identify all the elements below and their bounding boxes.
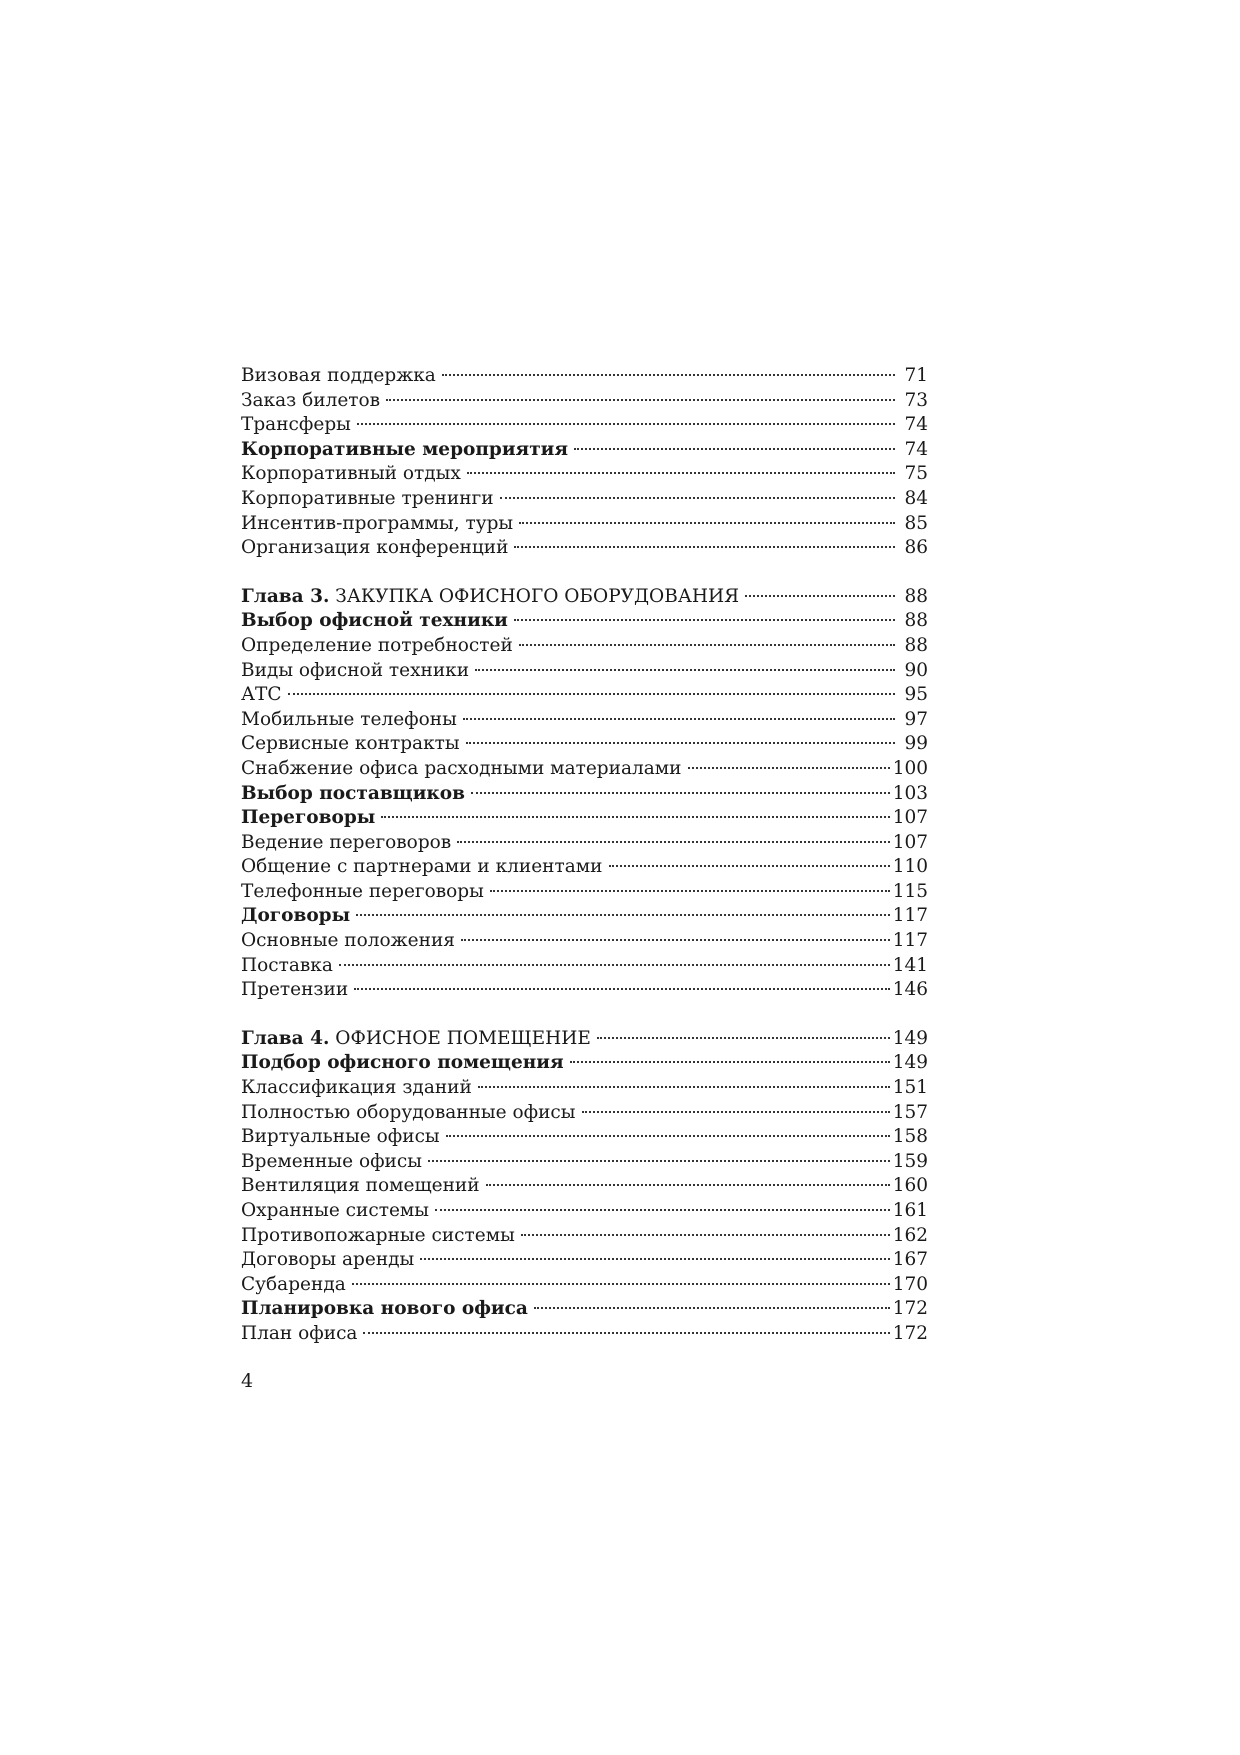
toc-entry[interactable] [241, 683, 928, 708]
toc-entry[interactable] [241, 512, 928, 537]
toc-entry-title [241, 364, 436, 389]
toc-entry-page: 107 [892, 807, 928, 829]
toc-entry[interactable] [241, 1248, 928, 1273]
toc-entry[interactable] [241, 1273, 928, 1298]
toc-entry-page: 115 [892, 880, 928, 902]
toc-entry-text: Претензии [241, 979, 349, 1001]
toc-entry-text: Вентиляция помещений [241, 1175, 480, 1197]
toc-entry-title [241, 585, 739, 610]
toc-entry-title [241, 1027, 591, 1052]
toc-entry-title [241, 1051, 564, 1076]
toc-entry[interactable] [241, 487, 928, 512]
toc-entry-page: 172 [892, 1298, 928, 1320]
toc-entry[interactable] [241, 634, 928, 659]
toc-entry-page: 159 [892, 1150, 928, 1172]
toc-entry-title [241, 782, 465, 807]
toc-entry-title [241, 536, 508, 561]
toc-entry-page: 74 [904, 438, 928, 460]
dot-leader [609, 865, 890, 867]
toc-entry-text: Сервисные контракты [241, 733, 460, 755]
toc-entry-text: Переговоры [241, 807, 376, 829]
toc-entry-page: 162 [892, 1224, 928, 1246]
dot-leader [514, 546, 895, 548]
toc-entry-text: Визовая поддержка [241, 365, 436, 386]
toc-entry[interactable] [241, 1224, 928, 1249]
toc-entry-page: 170 [892, 1273, 928, 1295]
dot-leader [486, 1184, 890, 1186]
toc-entry-title [241, 1101, 576, 1126]
toc-entry-text: План офиса [241, 1322, 358, 1344]
toc-entry-page: 167 [892, 1249, 928, 1271]
toc-entry-text: Поставка [241, 954, 333, 976]
toc-entry[interactable] [241, 1125, 928, 1150]
toc-entry-text: Выбор поставщиков [241, 782, 465, 804]
dot-leader [435, 1209, 890, 1211]
toc-entry-title [241, 609, 508, 634]
toc-entry-text: Договоры аренды [241, 1249, 415, 1271]
toc-entry-text: Телефонные переговоры [241, 880, 484, 902]
toc-entry-title [241, 1076, 472, 1101]
toc-entry-text: Противопожарные системы [241, 1224, 515, 1246]
toc-entry-page: 160 [892, 1175, 928, 1197]
dot-leader [381, 816, 889, 818]
toc-entry-page: 74 [904, 414, 928, 436]
toc-entry[interactable] [241, 1199, 928, 1224]
toc-entry-page: 110 [892, 856, 928, 878]
toc-section [241, 585, 928, 1003]
dot-leader [597, 1037, 890, 1039]
toc-entry-title [241, 438, 568, 463]
toc-entry[interactable] [241, 659, 928, 684]
toc-entry-page: 146 [892, 979, 928, 1001]
toc-entry-text: Определение потребностей [241, 634, 513, 656]
toc-entry-text: Заказ билетов [241, 389, 381, 411]
toc-entry-text: Корпоративные мероприятия [241, 438, 569, 460]
toc-entry[interactable] [241, 978, 928, 1003]
dot-leader [478, 1086, 890, 1088]
toc-entry-text: ОФИСНОЕ ПОМЕЩЕНИЕ [335, 1027, 591, 1049]
dot-leader [357, 423, 895, 425]
toc-entry-title [241, 1224, 515, 1249]
toc-entry-text: Ведение переговоров [241, 831, 452, 853]
toc-entry-page: 161 [892, 1200, 928, 1221]
dot-leader [363, 1332, 889, 1334]
toc-entry[interactable] [241, 364, 928, 389]
dot-leader [745, 595, 895, 597]
toc-entry-page: 157 [892, 1101, 928, 1123]
toc-entry-text: Общение с партнерами и клиентами [241, 856, 603, 878]
toc-entry-page: 73 [904, 389, 928, 411]
toc-entry[interactable] [241, 954, 928, 979]
dot-leader [574, 448, 895, 450]
dot-leader [461, 939, 890, 941]
toc-entry-title [241, 512, 513, 537]
toc-entry-page: 149 [892, 1052, 928, 1074]
dot-leader [514, 619, 895, 621]
toc-entry-text: Снабжение офиса расходными материалами [241, 757, 682, 779]
toc-entry-page: 97 [904, 708, 928, 730]
toc-section [241, 1027, 928, 1347]
toc-entry-title [241, 487, 494, 512]
toc-entry-page: 117 [892, 930, 928, 952]
dot-leader [356, 914, 890, 916]
dot-leader [288, 693, 895, 695]
toc-entry-text: ЗАКУПКА ОФИСНОГО ОБОРУДОВАНИЯ [335, 585, 740, 607]
toc-entry-title [241, 929, 455, 954]
toc-entry-title [241, 1273, 346, 1298]
toc-entry-page: 84 [904, 487, 928, 509]
toc-entry-text: АТС [241, 684, 282, 706]
toc-entry-title [241, 659, 469, 684]
dot-leader [352, 1283, 890, 1285]
toc-entry[interactable] [241, 708, 928, 733]
toc-section-entry[interactable] [241, 438, 928, 463]
dot-leader [471, 792, 890, 794]
dot-leader [519, 522, 895, 524]
toc-entry-title [241, 1174, 480, 1199]
toc-entry-title [241, 462, 461, 487]
dot-leader [521, 1234, 890, 1236]
toc-entry-title [241, 757, 682, 782]
toc-entry-title [241, 880, 484, 905]
dot-leader [466, 742, 895, 744]
toc-entry-page: 90 [904, 659, 928, 681]
dot-leader [570, 1061, 890, 1063]
toc-entry[interactable] [241, 757, 928, 782]
toc-entry[interactable] [241, 536, 928, 561]
toc-entry-text: Выбор офисной техники [241, 610, 508, 632]
chapter-label: Глава 4. [241, 1027, 330, 1049]
chapter-label: Глава 3. [241, 585, 330, 607]
toc-entry-title [241, 683, 282, 708]
toc-entry-text: Подбор офисного помещения [241, 1052, 564, 1074]
toc-entry-title [241, 855, 603, 880]
toc-entry[interactable] [241, 880, 928, 905]
toc-entry[interactable] [241, 413, 928, 438]
toc-entry-title [241, 1322, 357, 1347]
toc-entry-title [241, 389, 380, 414]
dot-leader [446, 1135, 890, 1137]
toc-entry-page: 100 [892, 757, 928, 779]
toc-chapter-entry[interactable] [241, 585, 928, 610]
toc-entry-text: Корпоративные тренинги [241, 487, 494, 509]
toc-entry-page: 151 [892, 1077, 928, 1099]
toc-entry-text: Охранные системы [241, 1200, 430, 1221]
toc-entry-title [241, 708, 457, 733]
dot-leader [519, 644, 895, 646]
toc-section-entry[interactable] [241, 609, 928, 634]
toc-entry-title [241, 978, 348, 1003]
toc-section [241, 364, 928, 561]
toc-entry-text: Классификация зданий [241, 1077, 472, 1099]
toc-entry-page: 103 [892, 782, 928, 804]
toc-entry[interactable] [241, 1076, 928, 1101]
dot-leader [688, 767, 890, 769]
toc-entry-page: 99 [904, 733, 928, 755]
toc-entry-title [241, 1248, 414, 1273]
toc-entry-title [241, 806, 375, 831]
toc-chapter-entry[interactable] [241, 1027, 928, 1052]
toc-section-entry[interactable] [241, 1297, 928, 1322]
toc-entry-title [241, 1199, 429, 1224]
toc-entry-text: Временные офисы [241, 1150, 422, 1172]
page-number: 4 [241, 1370, 254, 1392]
toc-entry-text: Полностью оборудованные офисы [241, 1101, 576, 1123]
toc-entry[interactable] [241, 1174, 928, 1199]
toc-entry-text: Корпоративный отдых [241, 463, 461, 485]
toc-entry-page: 95 [904, 684, 928, 706]
dot-leader [467, 472, 895, 474]
toc-entry-page: 85 [904, 512, 928, 534]
dot-leader [582, 1111, 890, 1113]
toc-entry-page: 88 [904, 610, 928, 632]
toc-entry-title [241, 831, 451, 856]
dot-leader [386, 399, 895, 401]
toc-entry-title [241, 1125, 440, 1150]
toc-entry-text: Виды офисной техники [241, 659, 470, 681]
toc-entry-page: 86 [904, 537, 928, 559]
table-of-contents [241, 364, 928, 1347]
toc-entry-title [241, 732, 460, 757]
toc-entry[interactable] [241, 732, 928, 757]
toc-entry-page: 158 [892, 1126, 928, 1148]
toc-entry[interactable] [241, 462, 928, 487]
toc-entry[interactable] [241, 929, 928, 954]
dot-leader [475, 669, 895, 671]
toc-section-entry[interactable] [241, 782, 928, 807]
toc-entry[interactable] [241, 855, 928, 880]
toc-section-entry[interactable] [241, 806, 928, 831]
toc-entry-title [241, 1297, 528, 1322]
dot-leader [339, 964, 890, 966]
dot-leader [534, 1307, 890, 1309]
toc-entry-text: Субаренда [241, 1273, 346, 1295]
toc-entry-title [241, 413, 351, 438]
toc-entry-title [241, 904, 350, 929]
toc-entry-title [241, 1150, 422, 1175]
toc-entry-page: 75 [904, 463, 928, 485]
toc-entry-text: Планировка нового офиса [241, 1298, 528, 1320]
toc-entry[interactable] [241, 389, 928, 414]
toc-entry[interactable] [241, 1150, 928, 1175]
toc-entry-page: 71 [904, 365, 928, 386]
dot-leader [463, 718, 895, 720]
toc-section-entry[interactable] [241, 1051, 928, 1076]
toc-entry[interactable] [241, 1322, 928, 1347]
dot-leader [428, 1160, 890, 1162]
toc-entry-title [241, 954, 333, 979]
dot-leader [457, 841, 889, 843]
toc-entry-text: Основные положения [241, 930, 455, 952]
toc-entry-page: 141 [892, 954, 928, 976]
toc-entry-text: Трансферы [241, 414, 351, 436]
toc-entry-text: Организация конференций [241, 537, 509, 559]
dot-leader [354, 988, 889, 990]
toc-entry-page: 149 [892, 1027, 928, 1049]
toc-entry-page: 88 [904, 634, 928, 656]
toc-entry-page: 172 [892, 1322, 928, 1344]
toc-entry-page: 107 [892, 831, 928, 853]
toc-entry-text: Договоры [241, 905, 351, 927]
toc-entry[interactable] [241, 831, 928, 856]
toc-entry-page: 88 [904, 585, 928, 607]
dot-leader [500, 497, 895, 499]
toc-entry-text: Мобильные телефоны [241, 708, 457, 730]
toc-section-entry[interactable] [241, 904, 928, 929]
toc-entry-page: 117 [892, 905, 928, 927]
toc-entry-text: Виртуальные офисы [241, 1126, 440, 1148]
toc-entry-text: Инсентив-программы, туры [241, 512, 514, 534]
dot-leader [442, 374, 895, 376]
dot-leader [420, 1258, 889, 1260]
toc-entry[interactable] [241, 1101, 928, 1126]
toc-entry-title [241, 634, 513, 659]
dot-leader [490, 890, 890, 892]
